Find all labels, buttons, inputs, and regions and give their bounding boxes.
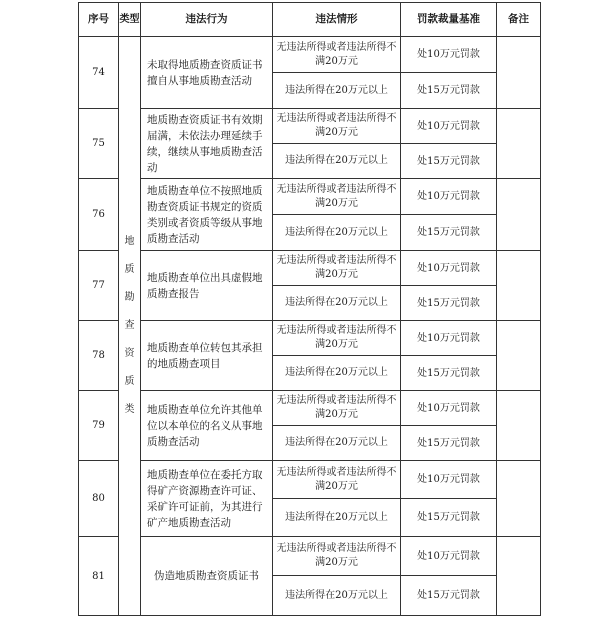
penalty-cell: 处10万元罚款 bbox=[401, 179, 497, 215]
header-row bbox=[79, 3, 541, 37]
situation-cell: 违法所得在20万元以上 bbox=[273, 144, 401, 179]
penalty-cell: 处10万元罚款 bbox=[401, 321, 497, 356]
row-number: 80 bbox=[79, 461, 119, 537]
remark-cell bbox=[497, 179, 541, 251]
row-number: 77 bbox=[79, 251, 119, 321]
behavior-cell: 地质勘查单位出具虚假地质勘查报告 bbox=[141, 251, 273, 321]
table-row bbox=[79, 109, 541, 144]
penalty-cell: 处15万元罚款 bbox=[401, 426, 497, 461]
penalty-cell: 处10万元罚款 bbox=[401, 251, 497, 286]
remark-cell bbox=[497, 461, 541, 537]
situation-cell: 违法所得在20万元以上 bbox=[273, 215, 401, 251]
row-number: 75 bbox=[79, 109, 119, 179]
header-remark: 备注 bbox=[497, 3, 541, 37]
penalty-table bbox=[78, 2, 541, 616]
header-situation: 违法情形 bbox=[273, 3, 401, 37]
situation-cell: 无违法所得或者违法所得不满20万元 bbox=[273, 391, 401, 426]
table-row bbox=[79, 251, 541, 286]
situation-cell: 违法所得在20万元以上 bbox=[273, 499, 401, 537]
table-row bbox=[79, 391, 541, 426]
situation-cell: 无违法所得或者违法所得不满20万元 bbox=[273, 179, 401, 215]
behavior-cell: 地质勘查单位允许其他单位以本单位的名义从事地质勘查活动 bbox=[141, 391, 273, 461]
penalty-cell: 处15万元罚款 bbox=[401, 356, 497, 391]
behavior-cell: 地质勘查单位不按照地质勘查资质证书规定的资质类别或者资质等级从事地质勘查活动 bbox=[141, 179, 273, 251]
situation-cell: 无违法所得或者违法所得不满20万元 bbox=[273, 37, 401, 73]
remark-cell bbox=[497, 391, 541, 461]
header-type: 类型 bbox=[119, 3, 141, 37]
remark-cell bbox=[497, 251, 541, 321]
penalty-cell: 处10万元罚款 bbox=[401, 37, 497, 73]
header-seq: 序号 bbox=[79, 3, 119, 37]
row-number: 78 bbox=[79, 321, 119, 391]
category-cell bbox=[119, 37, 141, 616]
situation-cell: 违法所得在20万元以上 bbox=[273, 73, 401, 109]
penalty-cell: 处15万元罚款 bbox=[401, 144, 497, 179]
table-row bbox=[79, 537, 541, 576]
remark-cell bbox=[497, 537, 541, 616]
category-label: 地质勘查资质类 bbox=[124, 236, 135, 415]
remark-cell bbox=[497, 321, 541, 391]
penalty-cell: 处15万元罚款 bbox=[401, 286, 497, 321]
situation-cell: 无违法所得或者违法所得不满20万元 bbox=[273, 537, 401, 576]
row-number: 76 bbox=[79, 179, 119, 251]
table-row bbox=[79, 37, 541, 73]
row-number: 79 bbox=[79, 391, 119, 461]
header-behavior: 违法行为 bbox=[141, 3, 273, 37]
situation-cell: 无违法所得或者违法所得不满20万元 bbox=[273, 109, 401, 144]
situation-cell: 违法所得在20万元以上 bbox=[273, 356, 401, 391]
table-row bbox=[79, 179, 541, 215]
remark-cell bbox=[497, 37, 541, 109]
penalty-cell: 处10万元罚款 bbox=[401, 461, 497, 499]
penalty-cell: 处15万元罚款 bbox=[401, 215, 497, 251]
penalty-cell: 处15万元罚款 bbox=[401, 499, 497, 537]
situation-cell: 无违法所得或者违法所得不满20万元 bbox=[273, 321, 401, 356]
behavior-cell: 地质勘查单位转包其承担的地质勘查项目 bbox=[141, 321, 273, 391]
table-row bbox=[79, 461, 541, 499]
table-row bbox=[79, 321, 541, 356]
situation-cell: 违法所得在20万元以上 bbox=[273, 426, 401, 461]
row-number: 81 bbox=[79, 537, 119, 616]
row-number: 74 bbox=[79, 37, 119, 109]
situation-cell: 违法所得在20万元以上 bbox=[273, 286, 401, 321]
penalty-cell: 处10万元罚款 bbox=[401, 109, 497, 144]
situation-cell: 无违法所得或者违法所得不满20万元 bbox=[273, 251, 401, 286]
penalty-cell: 处10万元罚款 bbox=[401, 537, 497, 576]
behavior-cell: 未取得地质勘查资质证书擅自从事地质勘查活动 bbox=[141, 37, 273, 109]
remark-cell bbox=[497, 109, 541, 179]
situation-cell: 违法所得在20万元以上 bbox=[273, 576, 401, 616]
header-benchmark: 罚款裁量基准 bbox=[401, 3, 497, 37]
behavior-cell: 地质勘查资质证书有效期届满，未依法办理延续手续，继续从事地质勘查活动 bbox=[141, 109, 273, 179]
behavior-cell: 地质勘查单位在委托方取得矿产资源勘查许可证、采矿许可证前，为其进行矿产地质勘查活动 bbox=[141, 461, 273, 537]
situation-cell: 无违法所得或者违法所得不满20万元 bbox=[273, 461, 401, 499]
penalty-cell: 处15万元罚款 bbox=[401, 73, 497, 109]
penalty-cell: 处10万元罚款 bbox=[401, 391, 497, 426]
penalty-cell: 处15万元罚款 bbox=[401, 576, 497, 616]
behavior-cell: 伪造地质勘查资质证书 bbox=[141, 537, 273, 616]
